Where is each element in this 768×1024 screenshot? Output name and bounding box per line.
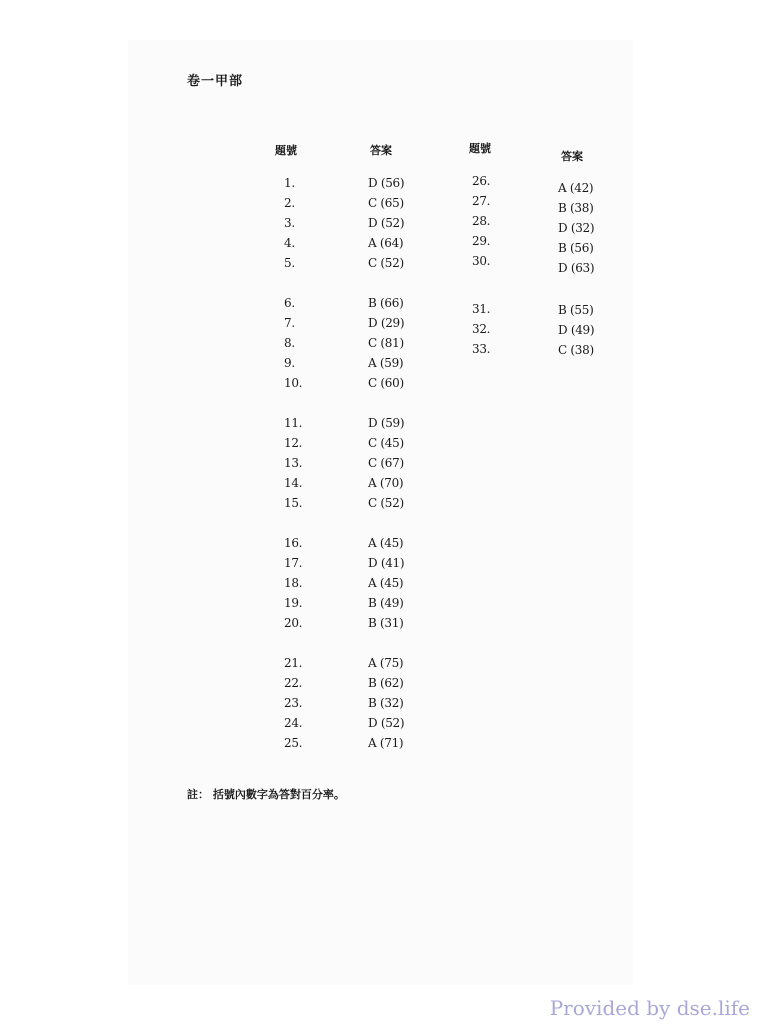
question-number: 33. [472, 342, 491, 356]
question-number: 17. [284, 556, 303, 570]
header-answer-right: 答案 [561, 150, 583, 163]
answer-value: A (64) [368, 236, 404, 250]
answer-value: C (52) [368, 496, 404, 510]
answer-value: A (42) [558, 181, 594, 195]
answer-value: C (60) [368, 376, 404, 390]
answer-value: B (56) [558, 241, 594, 255]
question-number: 31. [472, 302, 491, 316]
question-number: 18. [284, 576, 303, 590]
question-number: 32. [472, 322, 491, 336]
question-number: 28. [472, 214, 491, 228]
question-number: 16. [284, 536, 303, 550]
answer-value: B (32) [368, 696, 404, 710]
answer-value: A (70) [368, 476, 404, 490]
answer-value: C (65) [368, 196, 404, 210]
question-number: 26. [472, 174, 491, 188]
answer-value: D (41) [368, 556, 405, 570]
question-number: 19. [284, 596, 303, 610]
question-number: 1. [284, 176, 295, 190]
question-number: 12. [284, 436, 303, 450]
answer-value: D (49) [558, 323, 595, 337]
question-number: 25. [284, 736, 303, 750]
answer-value: D (56) [368, 176, 405, 190]
question-number: 11. [284, 416, 303, 430]
answer-value: C (38) [558, 343, 594, 357]
question-number: 20. [284, 616, 303, 630]
answer-value: A (75) [368, 656, 404, 670]
answer-value: C (45) [368, 436, 404, 450]
question-number: 15. [284, 496, 303, 510]
provider-credit: Provided by dse.life [549, 996, 750, 1020]
question-number: 14. [284, 476, 303, 490]
answer-value: D (52) [368, 716, 405, 730]
answer-value: C (52) [368, 256, 404, 270]
answer-value: B (38) [558, 201, 594, 215]
section-title: 卷一甲部 [187, 74, 244, 89]
question-number: 8. [284, 336, 295, 350]
question-number: 30. [472, 254, 491, 268]
question-number: 27. [472, 194, 491, 208]
answer-value: B (55) [558, 303, 594, 317]
question-number: 5. [284, 256, 295, 270]
question-number: 23. [284, 696, 303, 710]
answer-value: B (62) [368, 676, 404, 690]
answer-value: A (59) [368, 356, 404, 370]
question-number: 4. [284, 236, 295, 250]
answer-value: A (45) [368, 576, 404, 590]
question-number: 13. [284, 456, 303, 470]
question-number: 29. [472, 234, 491, 248]
footnote: 註： 括號內數字為答對百分率。 [187, 788, 345, 801]
header-answer-left: 答案 [370, 144, 392, 157]
answer-value: D (59) [368, 416, 405, 430]
question-number: 21. [284, 656, 303, 670]
answer-value: B (66) [368, 296, 404, 310]
question-number: 24. [284, 716, 303, 730]
answer-value: D (63) [558, 261, 595, 275]
question-number: 6. [284, 296, 295, 310]
header-question-left: 題號 [275, 144, 297, 157]
answer-value: B (49) [368, 596, 404, 610]
answer-value: D (29) [368, 316, 405, 330]
header-question-right: 題號 [469, 142, 491, 155]
answer-value: C (67) [368, 456, 404, 470]
answer-value: D (52) [368, 216, 405, 230]
question-number: 22. [284, 676, 303, 690]
answer-value: C (81) [368, 336, 404, 350]
question-number: 3. [284, 216, 295, 230]
answer-value: A (71) [368, 736, 404, 750]
question-number: 7. [284, 316, 295, 330]
answer-value: B (31) [368, 616, 404, 630]
question-number: 9. [284, 356, 295, 370]
question-number: 2. [284, 196, 295, 210]
answer-value: A (45) [368, 536, 404, 550]
answer-value: D (32) [558, 221, 595, 235]
question-number: 10. [284, 376, 303, 390]
